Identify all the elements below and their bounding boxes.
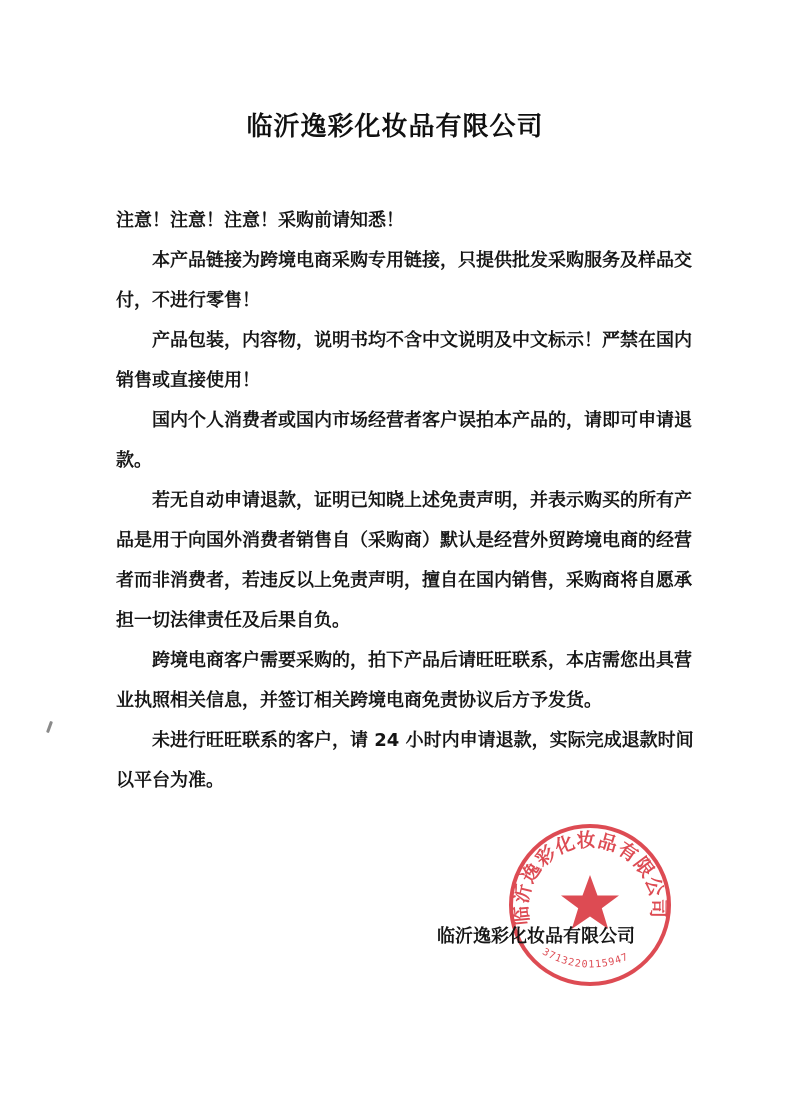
seal-company-text: 临沂逸彩化妆品有限公司: [509, 829, 669, 926]
seal-star-icon: [561, 875, 619, 929]
company-seal-stamp: [505, 820, 675, 990]
seal-code-text: 3713220115947: [540, 946, 631, 971]
signature-company-name: 临沂逸彩化妆品有限公司: [437, 926, 635, 947]
paragraph-packaging: 产品包装，内容物，说明书均不含中文说明及中文标示！严禁在国内销售或直接使用！: [116, 330, 692, 391]
paragraph-disclaimer: 若无自动申请退款，证明已知晓上述免责声明，并表示购买的所有产品是用于向国外消费者销售自（采购商）默认是经营外贸跨境电商的经营者而非消费者，若违反以上免责声明，擅自在国内销售，采购商将自愿承担一切法律责任及后果自负。: [116, 490, 692, 631]
paragraph-purpose: 本产品链接为跨境电商采购专用链接，只提供批发采购服务及样品交付，不进行零售！: [116, 250, 692, 311]
notice-heading: 注意！注意！注意！采购前请知悉！: [116, 210, 404, 231]
document-title: 临沂逸彩化妆品有限公司: [246, 112, 544, 142]
paragraph-deadline: 未进行旺旺联系的客户，请 24 小时内申请退款，实际完成退款时间以平台为准。: [116, 730, 694, 791]
document-body: [116, 201, 696, 801]
paragraph-refund: 国内个人消费者或国内市场经营者客户误拍本产品的，请即可申请退款。: [116, 410, 692, 471]
paragraph-contact: 跨境电商客户需要采购的，拍下产品后请旺旺联系，本店需您出具营业执照相关信息，并签订相关跨境电商免责协议后方予发货。: [116, 650, 692, 711]
scan-speck: [46, 721, 53, 733]
